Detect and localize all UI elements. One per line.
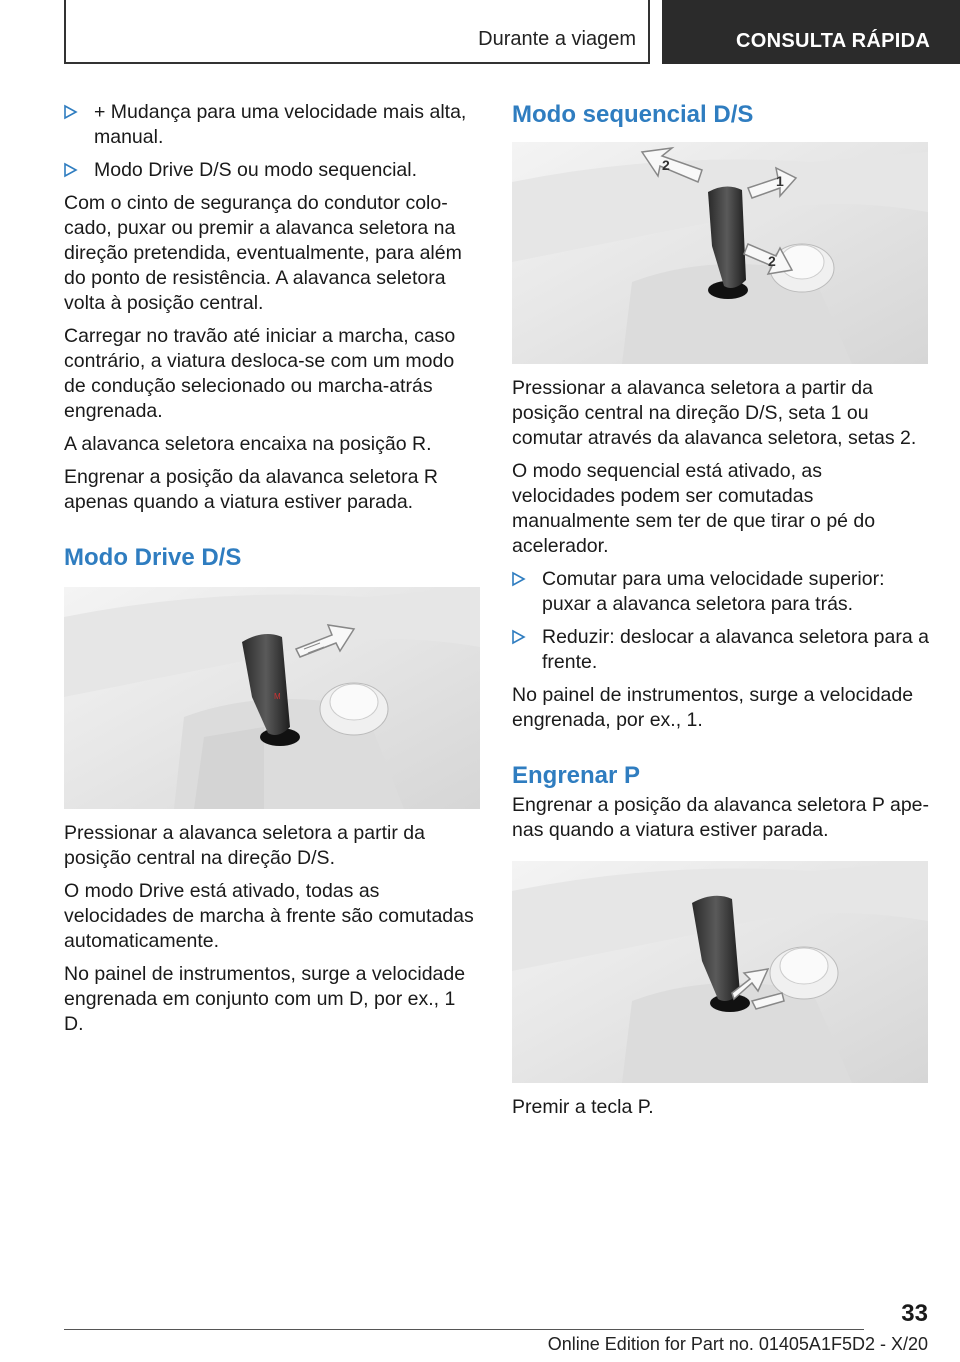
list-item [64, 100, 480, 150]
section-heading-drive: Modo Drive D/S [64, 544, 242, 571]
header-rule-bottom [64, 62, 650, 64]
list-item [64, 158, 480, 183]
list-item [512, 625, 930, 675]
header-rule-left [64, 0, 66, 64]
triangle-bullet-icon [512, 571, 526, 587]
paragraph: A alavanca seletora encaixa na posição R. [64, 433, 432, 455]
figure-label-2-top: 2 [662, 157, 670, 173]
paragraph: Com o cinto de segurança do condutor colocado, puxar ou premir a alavanca seletora na direção pretendida, eventualmente, para além do ponto de resistência. A alavanca seletora volta à posição central. [64, 192, 462, 314]
right-column [512, 100, 930, 1128]
section-tab[interactable]: CONSULTA RÁPIDA [662, 0, 960, 64]
list-item-text: Comutar para uma velocidade superior: puxar a alavanca seletora para trás. [542, 568, 885, 615]
chapter-title: Durante a viagem [478, 28, 636, 50]
figure-caption: Premir a tecla P. [512, 1096, 654, 1118]
paragraph: Engrenar a posição da alavanca seletora P apenas quando a viatura estiver parada. [512, 794, 930, 841]
paragraph: Carregar no travão até iniciar a marcha, caso contrário, a viatura desloca-se com um modo de condução selecionado ou marcha-atrás engrenada. [64, 325, 456, 422]
list-item-text: + Mudança para uma velocidade mais alta, manual. [94, 101, 467, 148]
section-heading-sequential: Modo sequencial D/S [512, 101, 754, 128]
header-rule-divider [648, 0, 650, 64]
list-item-text: Reduzir: deslocar a alavanca seletora para a frente. [542, 626, 929, 673]
triangle-bullet-icon [64, 104, 78, 120]
paragraph: O modo Drive está ativado, todas as velocidades de marcha à frente são comutadas automaticamente. [64, 880, 474, 952]
triangle-bullet-icon [512, 629, 526, 645]
page-number: 33 [901, 1300, 928, 1327]
gear-selector-figure-drive [64, 587, 480, 809]
list-item [512, 567, 930, 617]
paragraph: Engrenar a posição da alavanca seletora R apenas quando a viatura estiver parada. [64, 466, 438, 513]
paragraph: No painel de instrumentos, surge a velocidade engrenada, por ex., 1. [512, 684, 914, 731]
list-item-text: Modo Drive D/S ou modo sequencial. [94, 159, 417, 181]
svg-text:M: M [274, 692, 281, 701]
section-heading-park: Engrenar P [512, 762, 641, 789]
paragraph: Pressionar a alavanca seletora a partir da posição central na direção D/S, seta 1 ou comutar através da alavanca seletora, setas 2. [512, 377, 917, 449]
footer-edition: Online Edition for Part no. 01405A1F5D2 - X/20 [547, 1334, 928, 1354]
paragraph: O modo sequencial está ativado, as velocidades podem ser comutadas manualmente sem ter de que tirar o pé do acelerador. [512, 460, 876, 557]
footer-rule [64, 1329, 864, 1330]
triangle-bullet-icon [64, 162, 78, 178]
gear-selector-figure-sequential [512, 142, 928, 364]
gear-selector-figure-park [512, 861, 928, 1083]
figure-label-1: 1 [776, 173, 784, 189]
figure-label-2-bottom: 2 [768, 253, 776, 269]
paragraph: No painel de instrumentos, surge a velocidade engrenada em conjunto com um D, por ex., 1 D. [64, 963, 466, 1035]
left-column [64, 100, 480, 1045]
paragraph: Pressionar a alavanca seletora a partir da posição central na direção D/S. [64, 822, 425, 869]
